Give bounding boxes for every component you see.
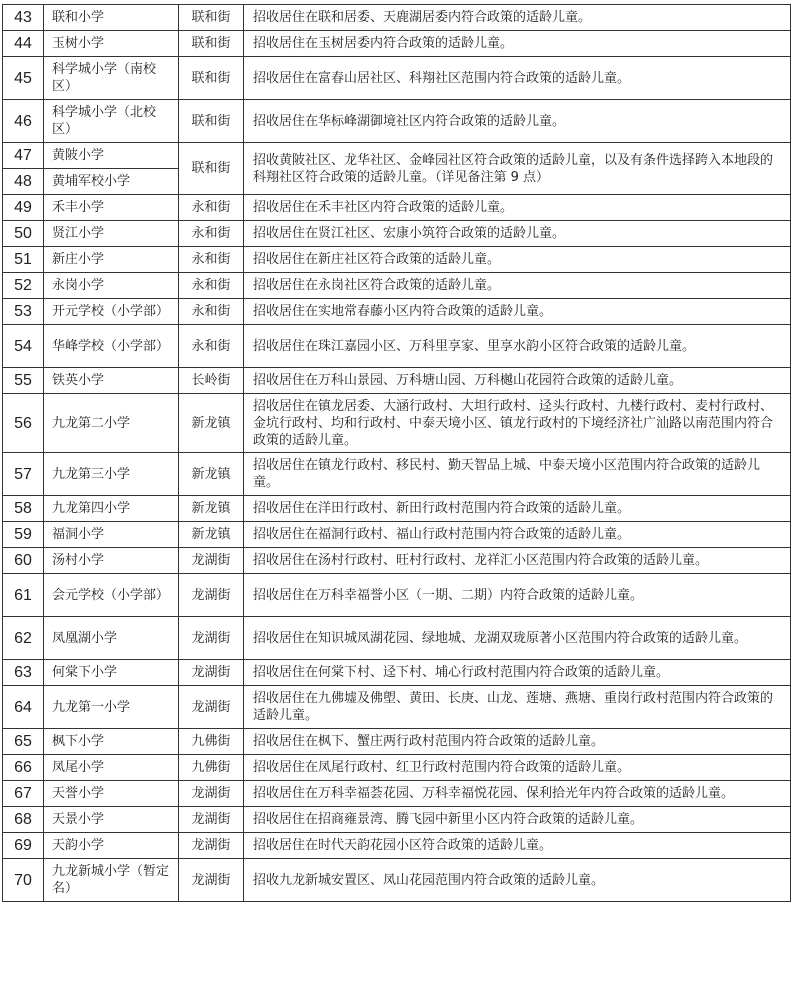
table-row — [3, 57, 791, 100]
school-name: 黄陂小学 — [44, 143, 179, 169]
school-name: 永岗小学 — [44, 273, 179, 299]
row-number: 66 — [3, 755, 44, 781]
street-name: 永和街 — [179, 273, 244, 299]
school-name: 禾丰小学 — [44, 195, 179, 221]
street-name: 联和街 — [179, 5, 244, 31]
school-name: 联和小学 — [44, 5, 179, 31]
row-number: 64 — [3, 686, 44, 729]
school-name: 九龙新城小学（暂定名） — [44, 859, 179, 902]
street-name: 联和街 — [179, 100, 244, 143]
school-name: 九龙第四小学 — [44, 496, 179, 522]
table-row — [3, 781, 791, 807]
row-number: 70 — [3, 859, 44, 902]
street-name: 龙湖街 — [179, 781, 244, 807]
school-name: 九龙第一小学 — [44, 686, 179, 729]
school-name: 科学城小学（南校区） — [44, 57, 179, 100]
row-number: 68 — [3, 807, 44, 833]
school-name: 玉树小学 — [44, 31, 179, 57]
row-number: 62 — [3, 617, 44, 660]
row-number: 54 — [3, 325, 44, 368]
enrollment-scope: 招收居住在九佛墟及佛塱、黄田、长庚、山龙、莲塘、燕塘、重岗行政村范围内符合政策的适龄儿童。 — [244, 686, 791, 729]
enrollment-scope: 招收居住在何棠下村、迳下村、埔心行政村范围内符合政策的适龄儿童。 — [244, 660, 791, 686]
street-name: 联和街 — [179, 143, 244, 195]
street-name: 新龙镇 — [179, 522, 244, 548]
row-number: 63 — [3, 660, 44, 686]
table-row — [3, 548, 791, 574]
street-name: 龙湖街 — [179, 617, 244, 660]
enrollment-scope: 招收居住在凤尾行政村、红卫行政村范围内符合政策的适龄儿童。 — [244, 755, 791, 781]
street-name: 联和街 — [179, 31, 244, 57]
table-row — [3, 31, 791, 57]
school-name: 开元学校（小学部） — [44, 299, 179, 325]
enrollment-scope: 招收黄陂社区、龙华社区、金峰园社区符合政策的适龄儿童，以及有条件选择跨入本地段的科翔社区符合政策的适龄儿童。（详见备注第 9 点） — [244, 143, 791, 195]
street-name: 永和街 — [179, 221, 244, 247]
street-name: 永和街 — [179, 299, 244, 325]
school-name: 新庄小学 — [44, 247, 179, 273]
enrollment-scope: 招收居住在万科山景园、万科塘山园、万科樾山花园符合政策的适龄儿童。 — [244, 368, 791, 394]
school-name: 何棠下小学 — [44, 660, 179, 686]
street-name: 九佛街 — [179, 755, 244, 781]
school-district-table — [2, 4, 791, 902]
row-number: 44 — [3, 31, 44, 57]
row-number: 61 — [3, 574, 44, 617]
row-number: 43 — [3, 5, 44, 31]
school-name: 九龙第三小学 — [44, 453, 179, 496]
enrollment-scope: 招收居住在富春山居社区、科翔社区范围内符合政策的适龄儿童。 — [244, 57, 791, 100]
row-number: 52 — [3, 273, 44, 299]
street-name: 永和街 — [179, 325, 244, 368]
street-name: 联和街 — [179, 57, 244, 100]
table-row — [3, 273, 791, 299]
street-name: 龙湖街 — [179, 660, 244, 686]
school-name: 科学城小学（北校区） — [44, 100, 179, 143]
row-number: 48 — [3, 169, 44, 195]
table-row — [3, 100, 791, 143]
row-number: 50 — [3, 221, 44, 247]
row-number: 58 — [3, 496, 44, 522]
table-row — [3, 325, 791, 368]
enrollment-scope: 招收居住在永岗社区符合政策的适龄儿童。 — [244, 273, 791, 299]
table-row — [3, 833, 791, 859]
street-name: 龙湖街 — [179, 548, 244, 574]
enrollment-scope: 招收居住在联和居委、天鹿湖居委内符合政策的适龄儿童。 — [244, 5, 791, 31]
enrollment-scope: 招收居住在知识城凤湖花园、绿地城、龙湖双珑原著小区范围内符合政策的适龄儿童。 — [244, 617, 791, 660]
table-row — [3, 617, 791, 660]
street-name: 永和街 — [179, 247, 244, 273]
table-row — [3, 859, 791, 902]
row-number: 45 — [3, 57, 44, 100]
row-number: 55 — [3, 368, 44, 394]
row-number: 56 — [3, 394, 44, 453]
table-row — [3, 574, 791, 617]
street-name: 长岭街 — [179, 368, 244, 394]
school-name: 九龙第二小学 — [44, 394, 179, 453]
row-number: 69 — [3, 833, 44, 859]
table-row — [3, 299, 791, 325]
enrollment-scope: 招收九龙新城安置区、凤山花园范围内符合政策的适龄儿童。 — [244, 859, 791, 902]
table-row — [3, 247, 791, 273]
enrollment-scope: 招收居住在万科幸福荟花园、万科幸福悦花园、保利拾光年内符合政策的适龄儿童。 — [244, 781, 791, 807]
school-name: 铁英小学 — [44, 368, 179, 394]
table-row — [3, 660, 791, 686]
table-row — [3, 368, 791, 394]
street-name: 龙湖街 — [179, 686, 244, 729]
table-body — [3, 5, 791, 902]
enrollment-scope: 招收居住在万科幸福誉小区（一期、二期）内符合政策的适龄儿童。 — [244, 574, 791, 617]
school-name: 汤村小学 — [44, 548, 179, 574]
enrollment-scope: 招收居住在枫下、蟹庄两行政村范围内符合政策的适龄儿童。 — [244, 729, 791, 755]
school-name: 凤凰湖小学 — [44, 617, 179, 660]
table-row — [3, 453, 791, 496]
row-number: 65 — [3, 729, 44, 755]
row-number: 60 — [3, 548, 44, 574]
street-name: 龙湖街 — [179, 833, 244, 859]
row-number: 57 — [3, 453, 44, 496]
school-name: 华峰学校（小学部） — [44, 325, 179, 368]
enrollment-scope: 招收居住在实地常春藤小区内符合政策的适龄儿童。 — [244, 299, 791, 325]
enrollment-scope: 招收居住在镇龙居委、大涵行政村、大坦行政村、迳头行政村、九楼行政村、麦村行政村、金坑行政村、均和行政村、中泰天境小区、镇龙行政村的下境经济社广汕路以南范围内符合政策的适龄儿童。 — [244, 394, 791, 453]
row-number: 49 — [3, 195, 44, 221]
school-name: 天誉小学 — [44, 781, 179, 807]
enrollment-scope: 招收居住在玉树居委内符合政策的适龄儿童。 — [244, 31, 791, 57]
table-row — [3, 755, 791, 781]
enrollment-scope: 招收居住在华标峰湖御境社区内符合政策的适龄儿童。 — [244, 100, 791, 143]
table-row — [3, 729, 791, 755]
street-name: 新龙镇 — [179, 453, 244, 496]
street-name: 九佛街 — [179, 729, 244, 755]
street-name: 新龙镇 — [179, 394, 244, 453]
school-name: 枫下小学 — [44, 729, 179, 755]
enrollment-scope: 招收居住在镇龙行政村、移民村、勤天智品上城、中泰天境小区范围内符合政策的适龄儿童。 — [244, 453, 791, 496]
table-row — [3, 686, 791, 729]
table-row — [3, 522, 791, 548]
enrollment-scope: 招收居住在贤江社区、宏康小筑符合政策的适龄儿童。 — [244, 221, 791, 247]
school-name: 贤江小学 — [44, 221, 179, 247]
table-row — [3, 5, 791, 31]
row-number: 67 — [3, 781, 44, 807]
enrollment-scope: 招收居住在洋田行政村、新田行政村范围内符合政策的适龄儿童。 — [244, 496, 791, 522]
enrollment-scope: 招收居住在福洞行政村、福山行政村范围内符合政策的适龄儿童。 — [244, 522, 791, 548]
enrollment-scope: 招收居住在汤村行政村、旺村行政村、龙祥汇小区范围内符合政策的适龄儿童。 — [244, 548, 791, 574]
table-row — [3, 195, 791, 221]
enrollment-scope: 招收居住在时代天韵花园小区符合政策的适龄儿童。 — [244, 833, 791, 859]
table-row — [3, 143, 791, 169]
row-number: 53 — [3, 299, 44, 325]
table-row — [3, 496, 791, 522]
street-name: 龙湖街 — [179, 807, 244, 833]
street-name: 龙湖街 — [179, 859, 244, 902]
school-name: 黄埔军校小学 — [44, 169, 179, 195]
street-name: 新龙镇 — [179, 496, 244, 522]
enrollment-scope: 招收居住在新庄社区符合政策的适龄儿童。 — [244, 247, 791, 273]
street-name: 龙湖街 — [179, 574, 244, 617]
table-row — [3, 807, 791, 833]
school-name: 凤尾小学 — [44, 755, 179, 781]
table-row — [3, 221, 791, 247]
school-name: 天景小学 — [44, 807, 179, 833]
row-number: 51 — [3, 247, 44, 273]
row-number: 59 — [3, 522, 44, 548]
street-name: 永和街 — [179, 195, 244, 221]
row-number: 46 — [3, 100, 44, 143]
school-name: 天韵小学 — [44, 833, 179, 859]
table-row — [3, 394, 791, 453]
school-name: 会元学校（小学部） — [44, 574, 179, 617]
enrollment-scope: 招收居住在招商雍景湾、腾飞园中新里小区内符合政策的适龄儿童。 — [244, 807, 791, 833]
row-number: 47 — [3, 143, 44, 169]
school-name: 福洞小学 — [44, 522, 179, 548]
enrollment-scope: 招收居住在禾丰社区内符合政策的适龄儿童。 — [244, 195, 791, 221]
enrollment-scope: 招收居住在珠江嘉园小区、万科里享家、里享水韵小区符合政策的适龄儿童。 — [244, 325, 791, 368]
